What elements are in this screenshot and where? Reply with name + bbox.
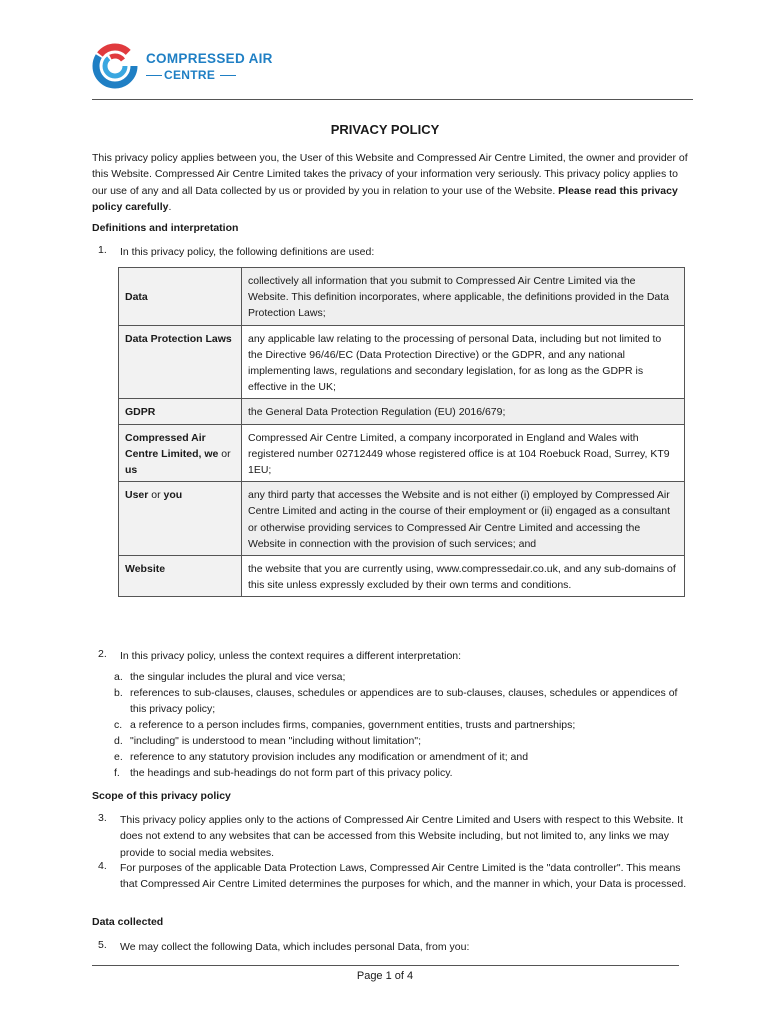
table-row [119, 268, 685, 326]
term-part-a: User [125, 489, 149, 502]
item-1-text: In this privacy policy, the following definitions are used: [120, 246, 375, 258]
list-item [114, 733, 690, 749]
intro-text: This privacy policy applies between you, the User of this Website and Compressed Air Centre Limited, the owner and provider of this Website. Compressed Air Centre Limited takes the privacy of your information very seriously. This privacy policy applies to our use of any and all Data collected by us or provided by you in relation to your use of the Website. [92, 152, 688, 197]
list-text: reference to any statutory provision includes any modification or amendment of it; and [130, 751, 529, 763]
table-row [119, 556, 685, 597]
table-row [119, 325, 685, 399]
list-letter: d. [114, 735, 123, 747]
intro-end: . [168, 200, 172, 213]
list-text: the singular includes the plural and vice versa; [130, 671, 346, 683]
definition-term [119, 482, 242, 556]
list-letter: b. [114, 687, 123, 699]
definition-term [119, 424, 242, 482]
list-text: references to sub-clauses, clauses, schedules or appendices are to sub-clauses, clauses, schedules or appendices of this privacy policy; [130, 687, 678, 716]
term-part-b: you [163, 489, 183, 502]
list-text: a reference to a person includes firms, companies, government entities, trusts and partnerships; [130, 719, 576, 731]
definition-term: Data Protection Laws [119, 325, 242, 399]
table-row [119, 399, 685, 424]
header-divider [92, 99, 693, 100]
item-4-number: 4. [98, 860, 107, 872]
item-5-number: 5. [98, 939, 107, 951]
term-or: or [148, 489, 164, 502]
list-item [114, 669, 690, 685]
list-letter: e. [114, 751, 123, 763]
item-3-text: This privacy policy applies only to the actions of Compressed Air Centre Limited and Users with respect to this Website. It does not extend to any websites that can be accessed from this Website including, but not limited to, any links we may provide to social media websites. [120, 814, 683, 859]
definition-desc: collectively all information that you submit to Compressed Air Centre Limited via the Website. This definition incorporates, where applicable, the definitions provided in the Data Protection Laws; [242, 268, 685, 326]
heading-definitions: Definitions and interpretation [92, 222, 239, 234]
intro-emphasis: Please read this privacy policy carefully [92, 184, 678, 213]
footer-divider [92, 965, 679, 966]
item-4-text: For purposes of the applicable Data Protection Laws, Compressed Air Centre Limited is the "data controller". This means that Compressed Air Centre Limited determines the purposes for which, and the manner in which, your Data is processed. [120, 862, 687, 891]
logo-text-line2: CENTRE [164, 68, 216, 82]
item-2-number: 2. [98, 648, 107, 660]
intro-paragraph [92, 150, 692, 215]
definitions-table [118, 267, 685, 597]
definition-term: Website [119, 556, 242, 597]
logo-swirl-icon [92, 43, 138, 89]
company-logo [92, 42, 292, 90]
term-part-a: Compressed Air Centre Limited, we [125, 431, 219, 460]
definition-desc: any third party that accesses the Website and is not either (i) employed by Compressed Air Centre Limited and acting in the course of their employment or (ii) engaged as a consultant or otherwise providing services to Compressed Air Centre Limited and accessing the Website in connection with the provision of such services; and [242, 482, 685, 556]
list-item [114, 685, 690, 717]
logo-text-line1: COMPRESSED AIR [146, 51, 273, 66]
page-number: Page 1 of 4 [356, 970, 414, 982]
heading-scope: Scope of this privacy policy [92, 790, 231, 802]
logo-dash-right [220, 75, 236, 76]
definition-desc: the website that you are currently using, www.compressedair.co.uk, and any sub-domains of this site unless expressly excluded by their own terms and conditions. [242, 556, 685, 597]
list-letter: c. [114, 719, 123, 731]
definition-desc: Compressed Air Centre Limited, a company incorporated in England and Wales with registered number 02712449 whose registered office is at 104 Roebuck Road, Surrey, KT9 1EU; [242, 424, 685, 482]
definition-term: GDPR [119, 399, 242, 424]
definition-desc: the General Data Protection Regulation (EU) 2016/679; [242, 399, 685, 424]
item-3-number: 3. [98, 812, 107, 824]
page-title: PRIVACY POLICY [330, 122, 440, 137]
term-part-b: us [125, 464, 138, 477]
heading-data-collected: Data collected [92, 916, 164, 928]
list-item [114, 765, 690, 781]
list-item [114, 717, 690, 733]
term-or: or [218, 447, 231, 460]
item-2-text: In this privacy policy, unless the context requires a different interpretation: [120, 650, 462, 662]
table-row [119, 424, 685, 482]
definition-desc: any applicable law relating to the processing of personal Data, including but not limited to the Directive 96/46/EC (Data Protection Directive) or the GDPR, and any national implementing laws, regulations and secondary legislation, for as long as the GDPR is effective in the UK; [242, 325, 685, 399]
table-row [119, 482, 685, 556]
list-letter: a. [114, 671, 123, 683]
logo-dash-left [146, 75, 162, 76]
item-5-text: We may collect the following Data, which includes personal Data, from you: [120, 941, 470, 953]
definition-term: Data [119, 268, 242, 326]
list-letter: f. [114, 767, 120, 779]
list-item [114, 749, 690, 765]
item-1-number: 1. [98, 244, 107, 256]
list-text: the headings and sub-headings do not form part of this privacy policy. [130, 767, 453, 779]
list-text: "including" is understood to mean "including without limitation"; [130, 735, 421, 747]
